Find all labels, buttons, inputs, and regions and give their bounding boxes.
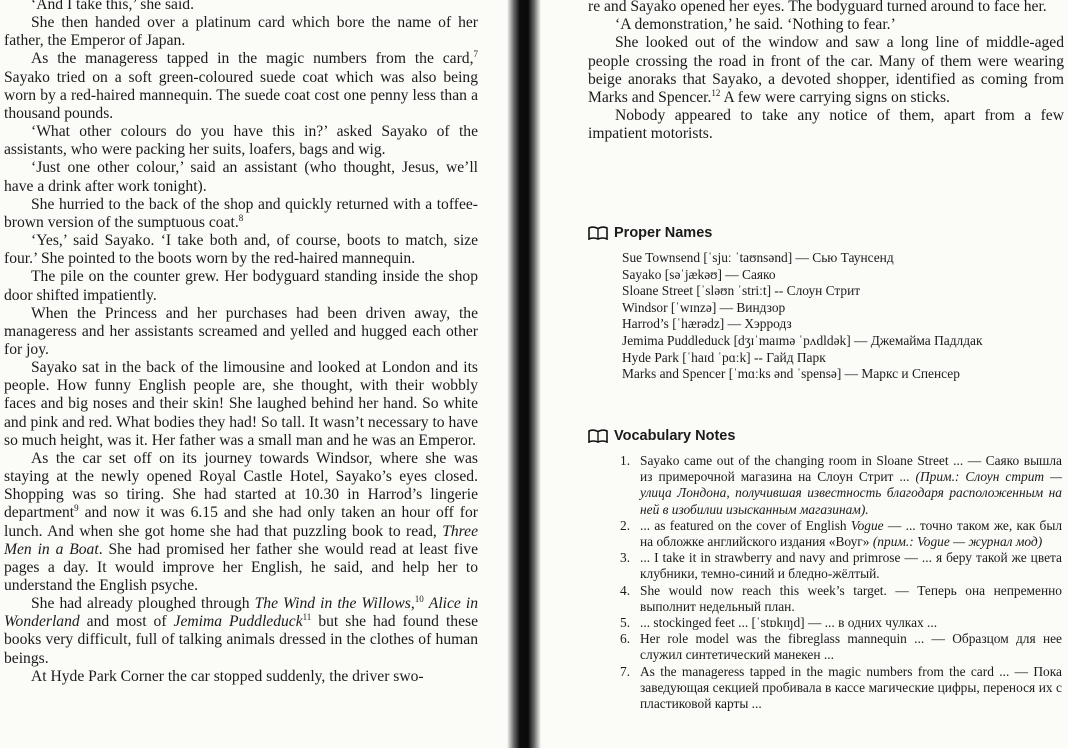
list-item: 2. ... as featured on the cover of English Vogue — ... точно таком же, как был на обложке английского издания «Воуг» (прим.: Vogue — журнал мод)	[620, 517, 1062, 550]
left-text-column	[4, 0, 478, 686]
paragraph: ‘Yes,’ said Sayako. ‘I take both and, of course, boots to match, size four.’ She pointed to the boots worn by the red-haired mannequin.	[4, 232, 478, 268]
list-item: Sayako [səˈjækəʊ] — Саяко	[622, 266, 776, 282]
footnote-ref: 8	[238, 212, 244, 223]
vocabulary-notes-list	[622, 453, 1062, 712]
right-text-column	[588, 0, 1064, 144]
paragraph: As the car set off on its journey towards Windsor, where she was staying at the newly opened Royal Castle Hotel, Sayako’s eyes closed. Shopping was so tiring. She had started at 10.30 in Harrod’s lingerie department$^9$ and now it was 6.15 and she had only taken an hour off for lunch. And when she got home she had that puzzling book to read, Three Men in a Boat. She had promised her father she would read at least five pages a day. It would improve her English, he said, and help her to understand the English psyche.	[4, 449, 478, 594]
footnote-ref: 10	[414, 593, 424, 604]
paragraph: As the manageress tapped in the magic numbers from the card,$^7$ Sayako tried on a soft green-coloured suede coat which was also being worn by a red-haired mannequin. The suede coat cost one penny less than a thousand pounds.	[4, 49, 478, 122]
list-item: Marks and Spencer [ˈmɑːks ənd ˈspensə] — Маркс и Спенсер	[622, 366, 960, 382]
paragraph: She looked out of the window and saw a long line of middle-aged people crossing the road in front of the car. Many of them were wearing beige anoraks that Sayako, a devoted shopper, identified as coming from Marks and Spencer.$^{12}$ A few were carrying signs on sticks.	[588, 34, 1064, 107]
paragraph: Nobody appeared to take any notice of them, apart from a few impatient motorists.	[588, 107, 1064, 143]
footnote-ref: 9	[74, 503, 79, 514]
list-item: Jemima Puddleduck [dʒɪˈmaɪmə ˈpʌdldək] — Джемайма Падлдак	[622, 332, 983, 348]
right-page	[536, 0, 1068, 748]
paragraph: At Hyde Park Corner the car stopped suddenly, the driver swo-	[31, 667, 424, 685]
list-item: 7. As the manageress tapped in the magic numbers from the card ... — Пока заведующая секцией пробивала в кассе магические цифры, перенося их с пластиковой карты ...	[620, 663, 1062, 712]
list-item: Sue Townsend [ˈsjuː ˈtaʊnsənd] — Сью Таунсенд	[622, 250, 894, 265]
proper-names-list	[622, 250, 1062, 383]
left-page	[0, 0, 512, 748]
list-item: Hyde Park [ˈhaɪd ˈpɑːk] -- Гайд Парк	[622, 349, 826, 365]
proper-names-heading: Proper Names	[588, 225, 712, 241]
list-item: 5. ... stockinged feet ... [ˈstɒkɪŋd] — ... в одних чулках ...	[620, 615, 938, 631]
paragraph: She hurried to the back of the shop and quickly returned with a toffee-brown version of the sumptuous coat.$^8$	[4, 195, 478, 231]
paragraph: When the Princess and her purchases had been driven away, the manageress and her assistants screamed and yelled and hugged each other for joy.	[4, 304, 478, 358]
list-item: 6. Her role model was the fibreglass mannequin ... — Образцом для нее служил синтетический манекен ...	[620, 631, 1062, 663]
footnote-ref: 12	[711, 87, 721, 98]
paragraph-continuation: re and Sayako opened her eyes. The bodyguard turned around to face her.	[588, 0, 1047, 15]
open-book-icon	[588, 226, 608, 240]
footnote-ref: 7	[473, 49, 478, 60]
book-title: Alice in Wonderland	[4, 595, 479, 631]
vocabulary-notes-heading: Vocabulary Notes	[588, 428, 735, 444]
paragraph: The pile on the counter grew. Her bodyguard standing inside the shop door shifted impatiently.	[4, 268, 478, 304]
paragraph: ‘Just one other colour,’ said an assistant (who thought, Jesus, we’ll have a drink after work tonight).	[4, 159, 478, 195]
list-item: 4. She would now reach this week’s target. — Теперь она непременно выполнит недельный план.	[620, 582, 1062, 614]
paragraph: She then handed over a platinum card which bore the name of her father, the Emperor of Japan.	[4, 14, 478, 50]
paragraph: ‘A demonstration,’ he said. ‘Nothing to fear.’	[615, 16, 896, 34]
list-item: 1. Sayako came out of the changing room in Sloane Street ... — Саяко вышла из примерочной магазина на Слоун Стрит ... (Прим.: Слоун стрит — улица Лондона, получившая известность благодаря расположенным на ней в изобилии изысканным магазинам).	[620, 453, 1062, 517]
list-item: Windsor [ˈwɪnzə] — Виндзор	[622, 299, 786, 315]
list-item: 3. ... I take it in strawberry and navy and primrose — ... я беру такой же цвета клубники, темно-синий и бледно-жёлтый.	[620, 550, 1062, 582]
book-title: Three Men in a Boat	[4, 522, 478, 558]
paragraph: ‘And I take this,’ she said.	[31, 0, 194, 13]
book-title: Jemima Puddleduck	[173, 613, 303, 631]
list-item: Harrod’s [ˈhærədz] — Хэрродз	[622, 316, 792, 332]
footnote-ref: 11	[302, 612, 312, 623]
list-item: Sloane Street [ˈsləʊn ˈstriːt] -- Слоун Стрит	[622, 283, 861, 299]
open-book-icon	[588, 429, 608, 443]
paragraph: Sayako sat in the back of the limousine and looked at London and its people. How funny English people are, she thought, with their wobbly faces and big noses and their skin! She laughed behind her hand. So white and pink and red. What bodies they had! So tall. It wasn’t necessary to have so much height, was it. Her father was a small man and he was an Emperor.	[4, 359, 478, 449]
paragraph: She had already ploughed through The Wind in the Willows,$^{10}$ Alice in Wonderland and most of Jemima Puddleduck$^{11}$ but she had found these books very difficult, full of talking animals dressed in the clothes of human beings.	[4, 593, 479, 667]
paragraph: ‘What other colours do you have this in?’ asked Sayako of the assistants, who were packing her suits, loafers, bags and wig.	[4, 123, 478, 159]
book-title: The Wind in the Willows	[254, 595, 411, 613]
